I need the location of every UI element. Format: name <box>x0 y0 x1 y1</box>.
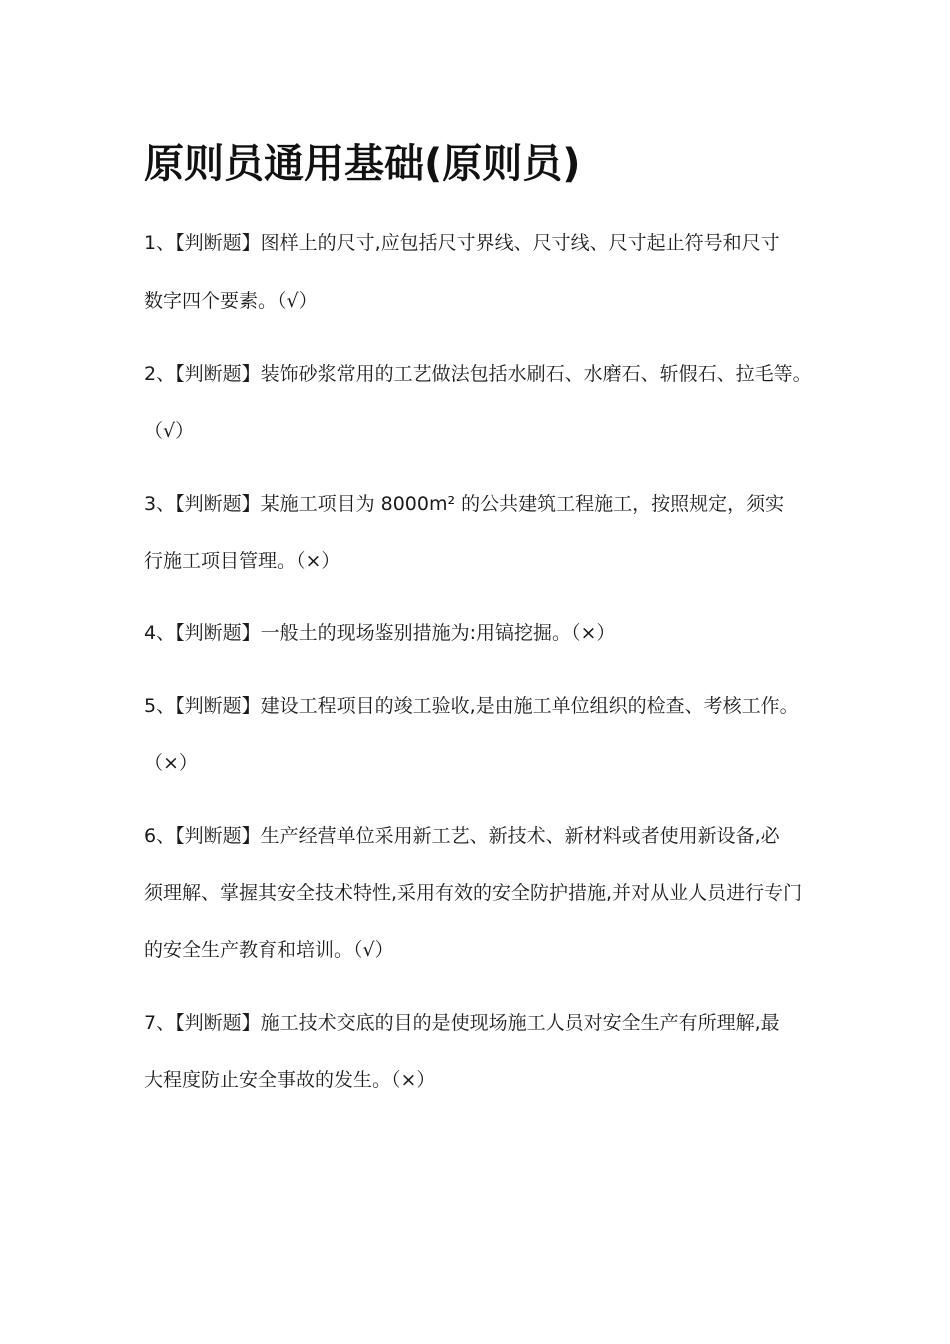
question-3-line-2: 行施工项目管理。（×） <box>144 550 341 572</box>
question-1-line-2: 数字四个要素。（√） <box>144 290 318 312</box>
question-5-line-2: （×） <box>144 752 198 774</box>
question-2-line-2: （√） <box>144 420 195 442</box>
page-title: 原则员通用基础(原则员) <box>144 141 581 187</box>
question-1-line-1: 1、【判断题】图样上的尺寸,应包括尺寸界线、尺寸线、尺寸起止符号和尺寸 <box>144 232 780 254</box>
question-6-line-2: 须理解、掌握其安全技术特性,采用有效的安全防护措施,并对从业人员进行专门 <box>144 882 803 904</box>
question-4-line-1: 4、【判断题】一般土的现场鉴别措施为:用镐挖掘。（×） <box>144 622 616 644</box>
question-2-line-1: 2、【判断题】装饰砂浆常用的工艺做法包括水刷石、水磨石、斩假石、拉毛等。 <box>144 363 812 385</box>
question-7-line-1: 7、【判断题】施工技术交底的目的是使现场施工人员对安全生产有所理解,最 <box>144 1012 780 1034</box>
question-3-line-1: 3、【判断题】某施工项目为 8000m² 的公共建筑工程施工，按照规定，须实 <box>144 493 785 515</box>
question-6-line-1: 6、【判断题】生产经营单位采用新工艺、新技术、新材料或者使用新设备,必 <box>144 825 780 847</box>
question-6-line-3: 的安全生产教育和培训。（√） <box>144 939 394 961</box>
question-7-line-2: 大程度防止安全事故的发生。（×） <box>144 1069 436 1091</box>
question-5-line-1: 5、【判断题】建设工程项目的竣工验收,是由施工单位组织的检查、考核工作。 <box>144 695 799 717</box>
